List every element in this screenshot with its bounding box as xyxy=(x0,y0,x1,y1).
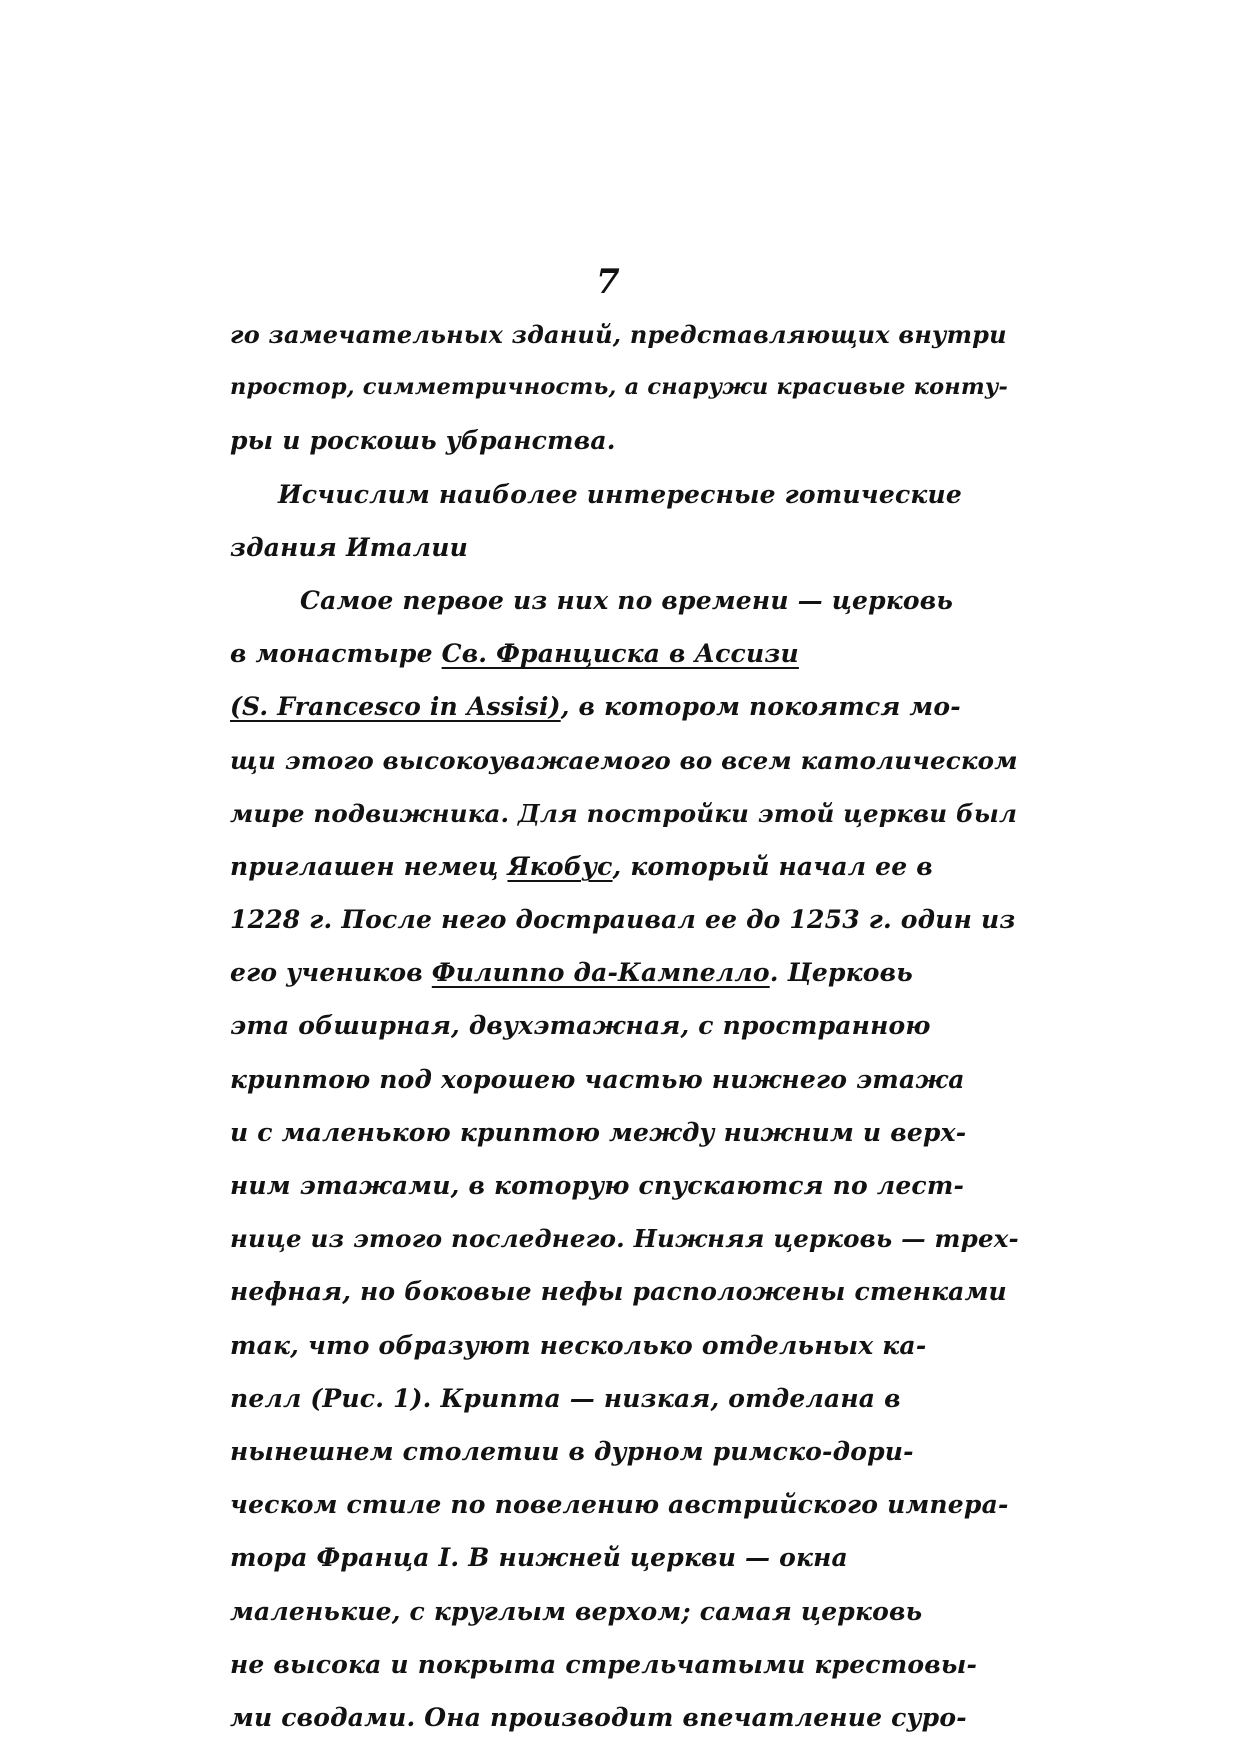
text-line xyxy=(230,840,1020,893)
text-segment: , который начал ее в xyxy=(612,851,933,881)
text-line xyxy=(230,308,1020,361)
text-line xyxy=(230,734,1020,787)
text-segment: нефная, но боковые нефы расположены стенками xyxy=(230,1277,1007,1307)
manuscript-text xyxy=(230,308,1020,1744)
text-line xyxy=(230,946,1020,999)
text-line xyxy=(230,521,1020,574)
underlined-name: Филиппо да-Кампелло xyxy=(431,958,770,988)
text-line xyxy=(230,1319,1020,1372)
text-line xyxy=(230,1638,1020,1691)
text-segment: 1228 г. После него достраивал ее до 1253 г. один из xyxy=(230,905,1016,935)
text-line xyxy=(230,1531,1020,1584)
text-segment: здания Италии xyxy=(230,532,469,562)
text-segment: , в котором покоятся мо- xyxy=(560,692,961,722)
text-segment: го замечательных зданий, представляющих внутри xyxy=(230,320,1007,349)
text-segment: так, что образуют несколько отдельных ка- xyxy=(230,1330,927,1360)
text-line xyxy=(230,893,1020,946)
text-segment: не высока и покрыта стрельчатыми крестовы- xyxy=(230,1649,978,1679)
text-line xyxy=(230,1691,1020,1744)
text-segment: простор, симметричность, а снаружи красивые конту- xyxy=(230,374,1009,401)
text-segment: его учеников xyxy=(230,958,432,988)
text-line xyxy=(230,1372,1020,1425)
text-line xyxy=(230,1585,1020,1638)
text-segment: приглашен немец xyxy=(230,851,508,881)
text-line xyxy=(230,1478,1020,1531)
text-segment: мире подвижника. Для постройки этой церкви был xyxy=(230,798,1018,828)
text-segment: тора Франца I. В нижней церкви — окна xyxy=(230,1543,848,1573)
text-segment: ческом стиле по повелению австрийского импера- xyxy=(230,1490,1009,1520)
text-segment: щи этого высокоуважаемого во всем католическом xyxy=(230,745,1018,775)
text-line xyxy=(230,1212,1020,1265)
text-line xyxy=(230,1265,1020,1318)
text-segment: в монастыре xyxy=(230,639,442,669)
text-segment: нице из этого последнего. Нижняя церковь — трех- xyxy=(230,1224,1019,1254)
text-line xyxy=(230,1159,1020,1212)
text-line xyxy=(230,999,1020,1052)
page-number: 7 xyxy=(596,262,620,302)
underlined-name: Св. Франциска в Ассизи xyxy=(441,639,799,669)
text-segment: нынешнем столетии в дурном римско-дори- xyxy=(230,1436,914,1466)
text-segment: Самое первое из них по времени — церковь xyxy=(300,585,954,615)
underlined-name: Якобус xyxy=(507,851,613,881)
text-line xyxy=(230,361,1020,414)
text-line xyxy=(230,627,1020,680)
text-segment: маленькие, с круглым верхом; самая церковь xyxy=(230,1596,923,1626)
text-line xyxy=(230,680,1020,733)
underlined-name: (S. Francesco in Assisi) xyxy=(230,692,561,722)
text-segment: и с маленькою криптою между нижним и верх- xyxy=(230,1117,967,1147)
text-segment: криптою под хорошею частью нижнего этажа xyxy=(230,1064,965,1094)
text-line xyxy=(230,1425,1020,1478)
text-line xyxy=(230,468,1020,521)
text-segment: . Церковь xyxy=(769,958,913,988)
text-line xyxy=(230,1053,1020,1106)
text-line xyxy=(230,414,1020,467)
text-line xyxy=(230,787,1020,840)
text-segment: ми сводами. Она производит впечатление суро- xyxy=(230,1702,967,1732)
text-line xyxy=(230,574,1020,627)
text-segment: Исчислим наиболее интересные готические xyxy=(278,479,963,509)
text-segment: эта обширная, двухэтажная, с пространною xyxy=(230,1011,931,1041)
text-segment: ним этажами, в которую спускаются по лест- xyxy=(230,1171,965,1200)
text-line xyxy=(230,1106,1020,1159)
text-segment: пелл (Рис. 1). Крипта — низкая, отделана в xyxy=(230,1383,901,1413)
text-segment: ры и роскошь убранства. xyxy=(230,426,616,456)
